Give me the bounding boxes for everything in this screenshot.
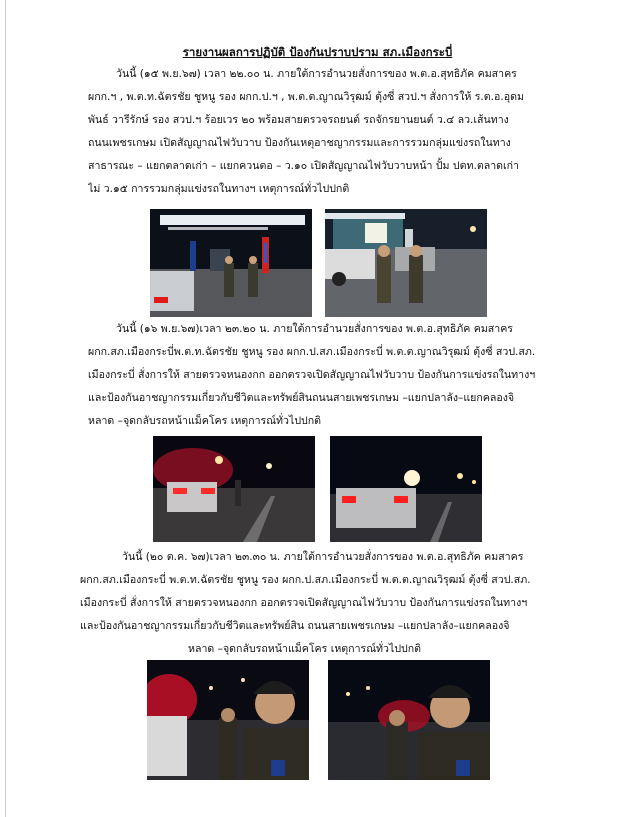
report-3-line-3: เมืองกระบี่ สั่งการให้ สายตรวจหนองกก ออกตรวจเปิดสัญญาณไฟวับวาบ ป้องกันการแข่งรถในทางฯ [80,597,528,609]
report-3-text [80,546,560,661]
photo-gas-station-officers [325,209,487,317]
report-1-line-4: ถนนเพชรเกษม เปิดสัญญาณไฟวับวาบ ป้องกันเหตุอาชญากรรมและการรวมกลุ่มแข่งรถในทาง [88,137,511,149]
page-edge [5,0,6,817]
report-2-line-3: เมืองกระบี่ สั่งการให้ สายตรวจหนองกก ออกตรวจเปิดสัญญาณไฟวับวาบ ป้องกันการแข่งรถในทางฯ [88,369,536,381]
report-2-line-2: ผกก.สภ.เมืองกระบี่พ.ต.ท.ฉัตรชัย ชูหนู รอง ผกก.ป.สภ.เมืองกระบี่ พ.ต.ต.ญาณวิรุฒม์ ตุ้งซี่ สวป.สภ. [88,346,536,358]
photo-night-patrol-car-right [330,436,482,542]
report-3-line-5: หลาด –จุดกลับรถหน้าแม็คโคร เหตุการณ์ทั่วไปปกติ [188,643,422,655]
report-3-line-4: และป้องกันอาชญากรรมเกี่ยวกับชีวิตและทรัพย์สิน ถนนสายเพชรเกษม –แยกปลาลัง–แยกคลองจิ [80,620,510,632]
report-1-line-5: สาธารณะ – แยกตลาดเก่า – แยกควนตอ – ว.๑๐ เปิดสัญญาณไฟวับวาบหน้า ปั้ม ปตท.ตลาดเก่า [88,160,520,172]
photo-officer-selfie-right [328,660,490,780]
report-1-line-6: ไม่ ว.๑๕ การรวมกลุ่มแข่งรถในทางฯ เหตุการณ์ทั่วไปปกติ [88,183,350,195]
report-3-line-1: วันนี้ (๒๐ ต.ค. ๖๗)เวลา ๒๓.๓๐ น. ภายใต้การอำนวยสั่งการของ พ.ต.อ.สุทธิภัค คมสาคร [122,551,524,563]
report-2-line-5: หลาด –จุดกลับรถหน้าแม็คโคร เหตุการณ์ทั่วไปปกติ [88,415,322,427]
report-2-line-4: และป้องกันอาชญากรรมเกี่ยวกับชีวิตและทรัพย์สินถนนสายเพชรเกษม –แยกปลาลัง–แยกคลองจิ [88,392,515,404]
report-2-line-1: วันนี้ (๑๖ พ.ย.๖๗)เวลา ๒๓.๒๐ น. ภายใต้การอำนวยสั่งการของ พ.ต.อ.สุทธิภัค คมสาคร [116,323,513,335]
report-2-text [88,318,558,433]
photo-gas-station-patrol [150,209,312,317]
photo-officer-selfie-left [147,660,309,780]
report-1-text [88,63,554,86]
report-1-line-3: พันธ์ วารีรักษ์ รอง สวป.ฯ ร้อยเวร ๒๐ พร้อมสายตรวจรถยนต์ รถจักรยานยนต์ ว.๔ ลว.เส้นทาง [88,114,509,126]
document-title: รายงานผลการปฏิบัติ ป้องกันปราบปราม สภ.เมืองกระบี่ [182,45,453,59]
photo-night-patrol-car-left [153,436,315,542]
report-3-line-2: ผกก.สภ.เมืองกระบี่ พ.ต.ท.ฉัตรชัย ชูหนู รอง ผกก.ป.สภ.เมืองกระบี่ พ.ต.ต.ญาณวิรุฒม์ ตุ้งซี่ สวป.สภ. [80,574,531,586]
report-1-line-1: วันนี้ (๑๕ พ.ย.๖๗) เวลา ๒๒.๐๐ น. ภายใต้การอำนวยสั่งการของ พ.ต.อ.สุทธิภัค คมสาคร [116,68,517,80]
report-1-line-2: ผกก.ฯ , พ.ต.ท.ฉัตรชัย ชูหนู รอง ผกก.ป.ฯ , พ.ต.ต.ญาณวิรุฒม์ ตุ้งซี่ สวป.ฯ สั่งการให้ ร.ต.อ.อุดม [88,91,524,103]
report-1-body [88,86,558,201]
